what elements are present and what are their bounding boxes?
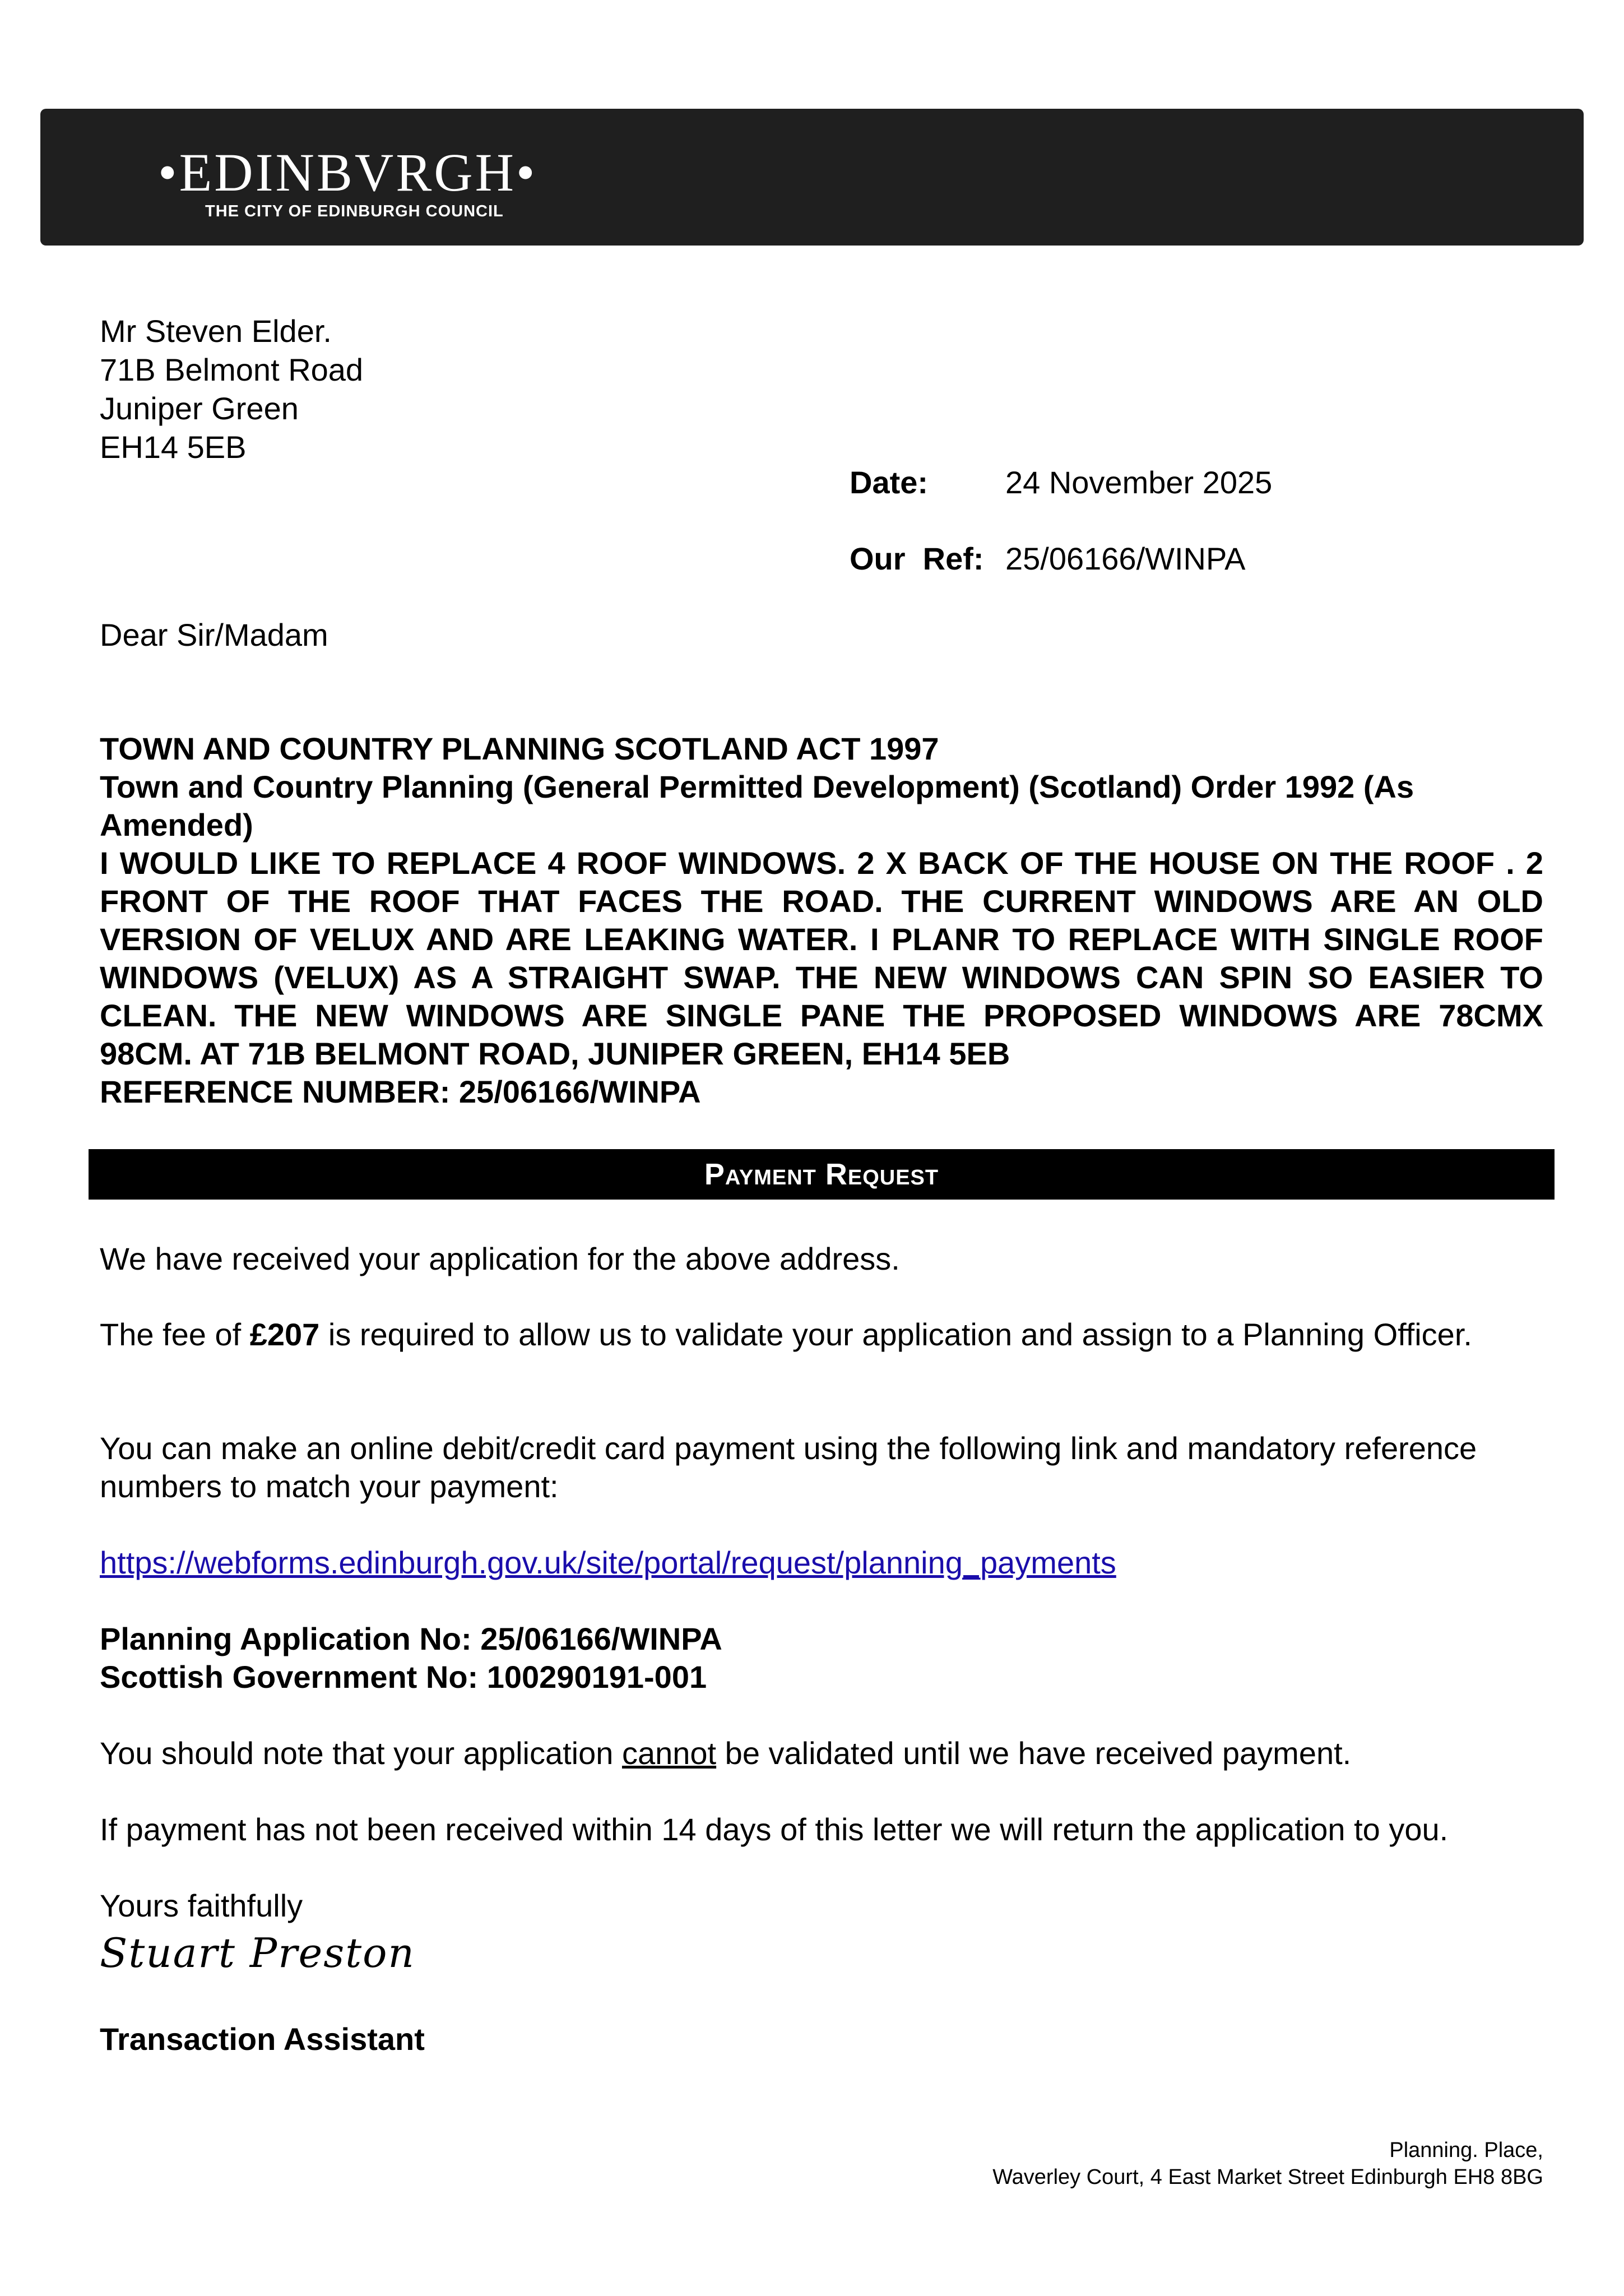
note-text-post: be validated until we have received payment. <box>716 1735 1352 1771</box>
fee-paragraph <box>100 1316 1557 1354</box>
signatory-role: Transaction Assistant <box>100 2021 425 2057</box>
payment-request-banner <box>89 1149 1555 1200</box>
date-label: Date: <box>850 465 929 500</box>
scottish-government-number: Scottish Government No: 100290191-001 <box>100 1659 707 1695</box>
ref-label: Our Ref: <box>850 541 984 576</box>
letter-reference <box>850 540 1246 577</box>
council-header-bar <box>40 109 1584 246</box>
payment-request-title: Payment Request <box>704 1158 939 1191</box>
fee-text-pre: The fee of <box>100 1317 250 1352</box>
footer-line-2: Waverley Court, 4 East Market Street Edinburgh EH8 8BG <box>992 2165 1543 2189</box>
ref-value: 25/06166/WINPA <box>1005 541 1246 576</box>
return-notice: If payment has not been received within 14 days of this letter we will return the application to you. <box>100 1812 1449 1847</box>
fee-amount: £207 <box>249 1317 320 1352</box>
planning-application-number: Planning Application No: 25/06166/WINPA <box>100 1621 722 1656</box>
recipient-name: Mr Steven Elder. <box>100 313 332 349</box>
note-text-pre: You should note that your application <box>100 1735 622 1771</box>
footer-address <box>992 2137 1543 2191</box>
recipient-postcode: EH14 5EB <box>100 429 247 465</box>
received-paragraph: We have received your application for the above address. <box>100 1241 900 1276</box>
recipient-area: Juniper Green <box>100 391 299 426</box>
handwritten-signature: Stuart Preston <box>100 1929 415 1976</box>
logo-wordmark: •EDINBVRGH• <box>158 142 537 202</box>
logo-subtitle: THE CITY OF EDINBURGH COUNCIL <box>205 202 504 220</box>
mandatory-reference-numbers <box>100 1620 1557 1696</box>
edinburgh-council-logo <box>158 142 662 221</box>
online-payment-paragraph: You can make an online debit/credit card payment using the following link and mandatory reference numbers to match your payment: <box>100 1431 1477 1504</box>
footer-line-1: Planning. Place, <box>1389 2138 1543 2162</box>
recipient-address <box>100 312 363 466</box>
subject-reference: REFERENCE NUMBER: 25/06166/WINPA <box>100 1074 701 1109</box>
salutation: Dear Sir/Madam <box>100 617 328 652</box>
closing-line: Yours faithfully <box>100 1888 303 1923</box>
subject-block <box>100 730 1543 1111</box>
subject-description: I WOULD LIKE TO REPLACE 4 ROOF WINDOWS. 2 X BACK OF THE HOUSE ON THE ROOF . 2 FRONT OF THE ROOF THAT FACES THE ROAD. THE CURRENT WINDOWS ARE AN OLD VERSION OF VELUX AND ARE LEAKING WATER. I PLANR TO REPLACE WITH SINGLE ROOF WINDOWS (VELUX) AS A STRAIGHT SWAP. THE NEW WINDOWS CAN SPIN SO EASIER TO CLEAN. THE NEW WINDOWS ARE SINGLE PANE THE PROPOSED WINDOWS ARE 78CMX 98CM. AT 71B BELMONT ROAD, JUNIPER GREEN, EH14 5EB <box>100 845 1543 1071</box>
fee-text-post: is required to allow us to validate your application and assign to a Planning Officer. <box>319 1317 1472 1352</box>
payment-portal-link[interactable]: https://webforms.edinburgh.gov.uk/site/portal/request/planning_payments <box>100 1545 1116 1580</box>
date-value: 24 November 2025 <box>1005 465 1273 500</box>
recipient-street: 71B Belmont Road <box>100 352 364 387</box>
note-cannot: cannot <box>621 1735 717 1771</box>
validation-note <box>100 1734 1557 1772</box>
subject-order: Town and Country Planning (General Permitted Development) (Scotland) Order 1992 (As Amended) <box>100 769 1414 843</box>
subject-act: TOWN AND COUNTRY PLANNING SCOTLAND ACT 1997 <box>100 731 939 766</box>
letter-date <box>850 464 1272 501</box>
